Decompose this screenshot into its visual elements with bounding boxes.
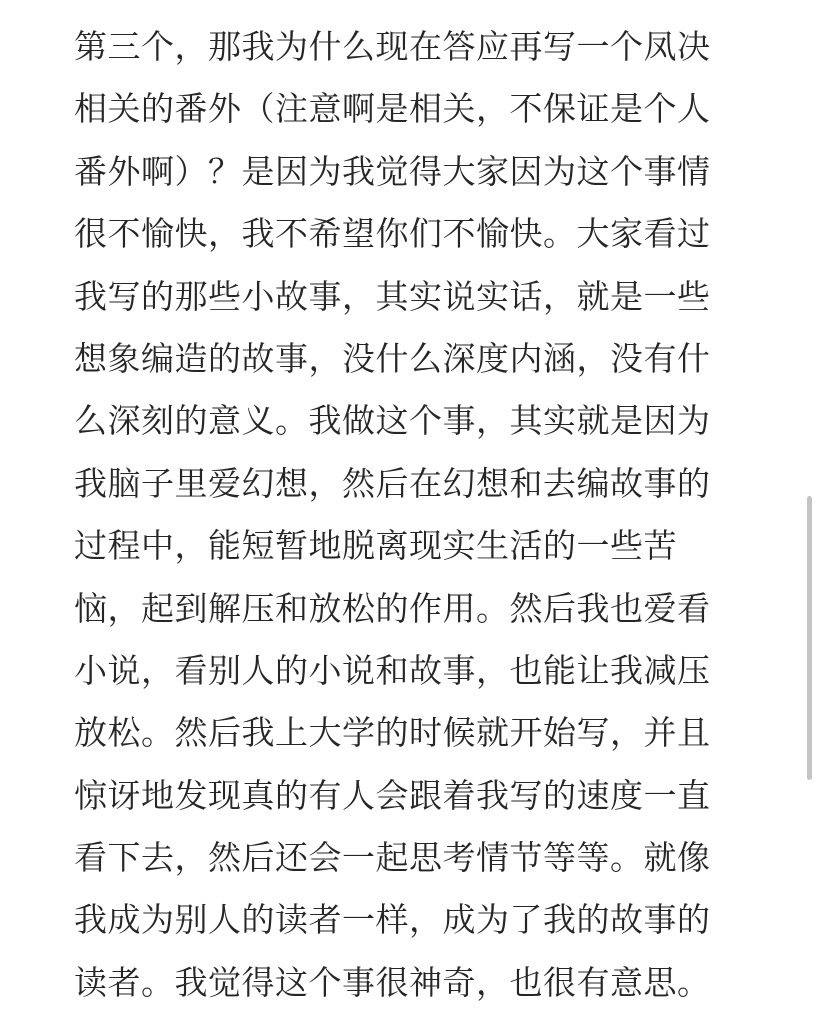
text-line: 想象编造的故事，没什么深度内涵，没有什	[74, 338, 711, 378]
text-line: 很不愉快，我不希望你们不愉快。大家看过	[74, 214, 711, 254]
text-line: 放松。然后我上大学的时候就开始写，并且	[74, 713, 711, 753]
article-body	[74, 16, 754, 1014]
text-line: 我脑子里爱幻想，然后在幻想和去编故事的	[74, 463, 711, 503]
text-line: 读者。我觉得这个事很神奇，也很有意思。	[74, 962, 711, 1002]
text-line: 第三个，那我为什么现在答应再写一个凤决	[74, 27, 711, 66]
scrollbar-thumb[interactable]	[807, 496, 812, 780]
text-line: 看下去，然后还会一起思考情节等等。就像	[74, 838, 711, 878]
text-line: 相关的番外（注意啊是相关，不保证是个人	[74, 89, 711, 129]
text-line: 惊讶地发现真的有人会跟着我写的速度一直	[74, 775, 711, 815]
text-line: 恼，起到解压和放松的作用。然后我也爱看	[74, 588, 711, 628]
text-line: 么深刻的意义。我做这个事，其实就是因为	[74, 401, 711, 441]
text-line: 过程中，能短暂地脱离现实生活的一些苦	[74, 526, 677, 566]
text-line: 我成为别人的读者一样，成为了我的故事的	[74, 900, 711, 940]
text-line: 我写的那些小故事，其实说实话，就是一些	[74, 276, 711, 316]
text-line: 小说，看别人的小说和故事，也能让我减压	[74, 650, 711, 690]
text-line: 番外啊）？是因为我觉得大家因为这个事情	[74, 151, 711, 191]
